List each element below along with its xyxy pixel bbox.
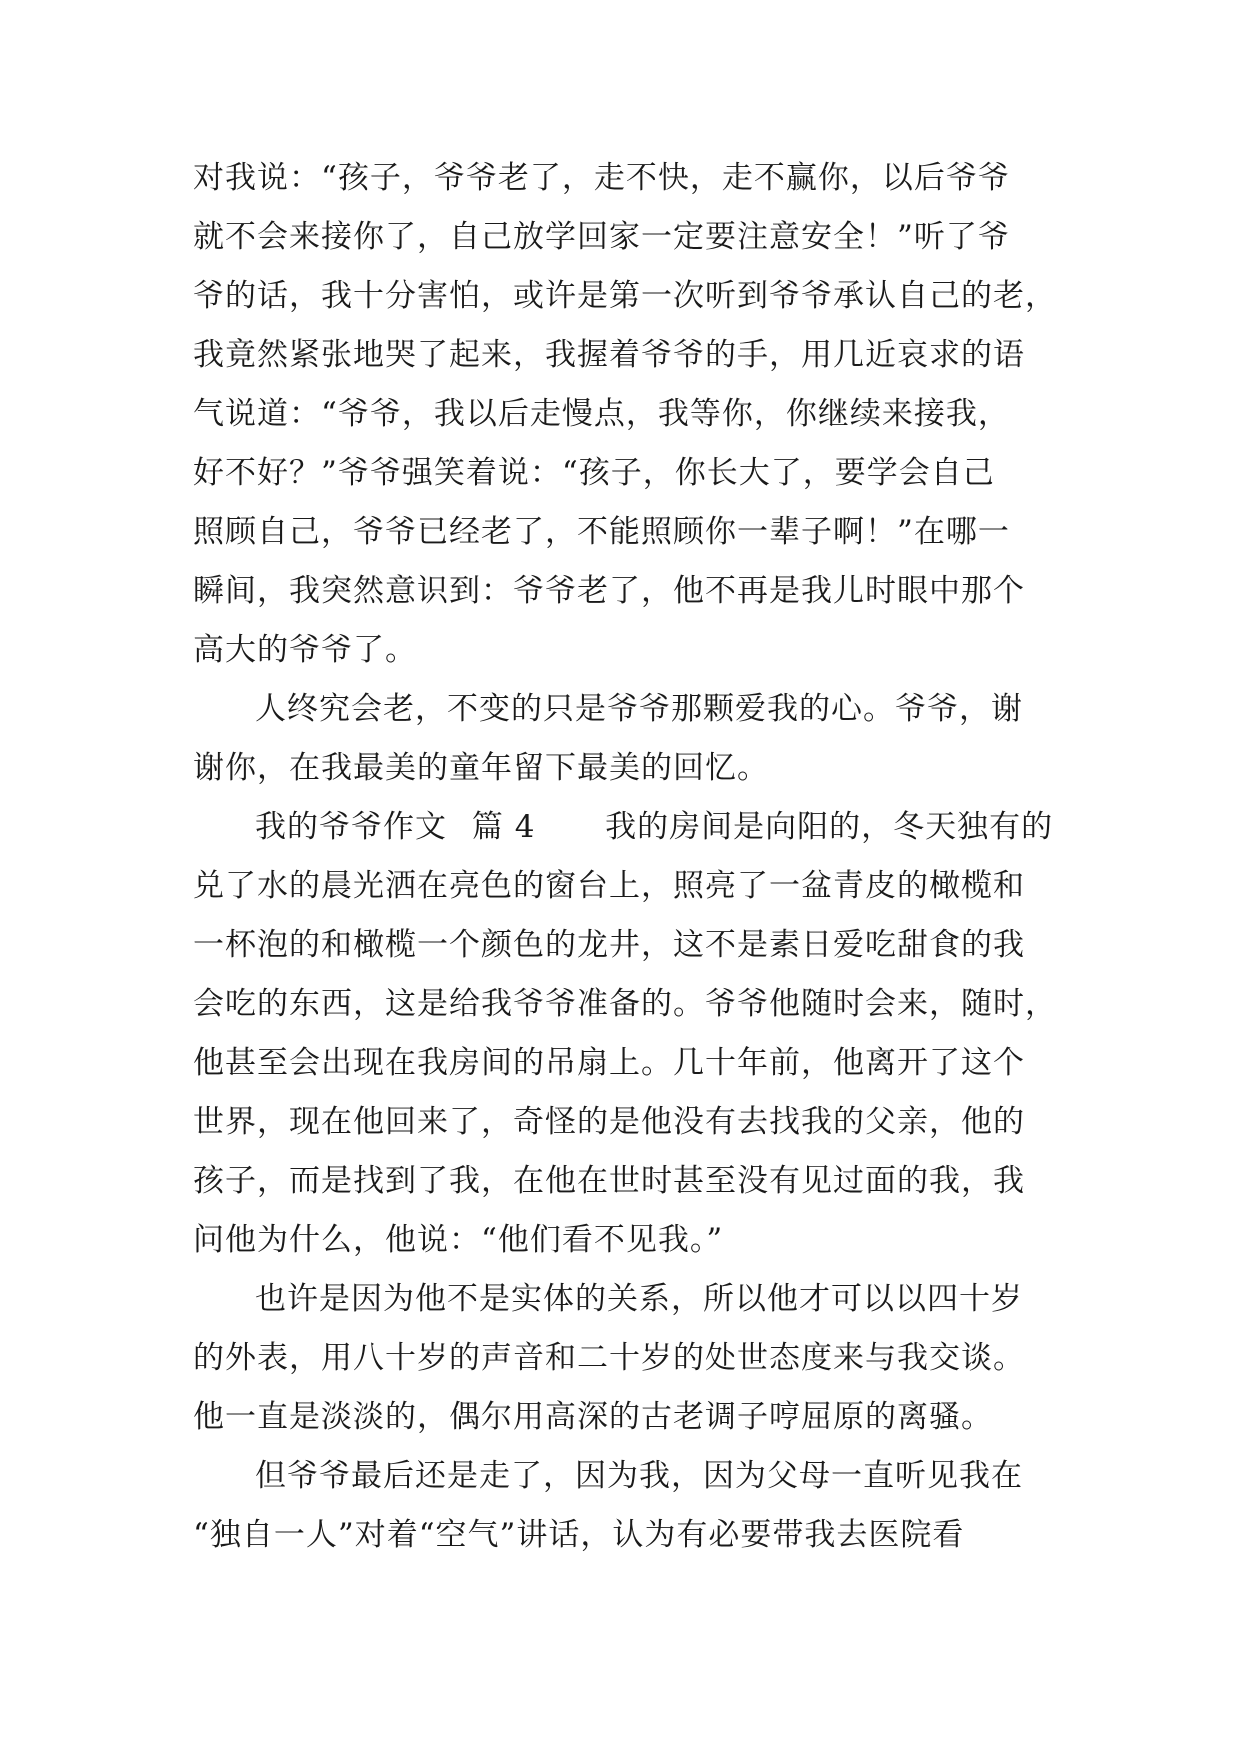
body-line: 兑了水的晨光洒在亮色的窗台上，照亮了一盆青皮的橄榄和 xyxy=(193,868,1025,904)
body-line: 气说道：“爷爷，我以后走慢点，我等你，你继续来接我， xyxy=(193,396,1010,432)
body-line: 谢你，在我最美的童年留下最美的回忆。 xyxy=(193,750,769,786)
body-line: 爷的话，我十分害怕，或许是第一次听到爷爷承认自己的老， xyxy=(193,278,1057,314)
body-line: 问他为什么，他说：“他们看不见我。” xyxy=(193,1222,724,1258)
section-heading-line xyxy=(255,807,1053,847)
paragraph-start-line: 人终究会老，不变的只是爷爷那颗爱我的心。爷爷，谢 xyxy=(255,691,1023,727)
body-line: 他一直是淡淡的，偶尔用高深的古老调子哼屈原的离骚。 xyxy=(193,1399,993,1435)
body-line: 一杯泡的和橄榄一个颜色的龙井，这不是素日爱吃甜食的我 xyxy=(193,927,1025,963)
body-line: 照顾自己，爷爷已经老了，不能照顾你一辈子啊！”在哪一 xyxy=(193,514,1010,550)
body-line: “独自一人”对着“空气”讲话，认为有必要带我去医院看 xyxy=(193,1517,965,1553)
body-line: 孩子，而是找到了我，在他在世时甚至没有见过面的我，我 xyxy=(193,1163,1025,1199)
body-line: 的外表，用八十岁的声音和二十岁的处世态度来与我交谈。 xyxy=(193,1340,1025,1376)
paragraph-start-line: 但爷爷最后还是走了，因为我，因为父母一直听见我在 xyxy=(255,1458,1023,1494)
section-heading-title: 我的爷爷作文 xyxy=(255,809,447,845)
paragraph-start-line: 也许是因为他不是实体的关系，所以他才可以以四十岁 xyxy=(255,1281,1023,1317)
body-line: 就不会来接你了，自己放学回家一定要注意安全！”听了爷 xyxy=(193,219,1010,255)
section-first-text: 我的房间是向阳的，冬天独有的 xyxy=(605,809,1054,845)
body-line: 瞬间，我突然意识到：爷爷老了，他不再是我儿时眼中那个 xyxy=(193,573,1025,609)
section-heading-number: 篇 4 xyxy=(471,809,536,845)
body-line: 对我说：“孩子，爷爷老了，走不快，走不赢你，以后爷爷 xyxy=(193,160,1010,196)
body-line: 世界，现在他回来了，奇怪的是他没有去找我的父亲，他的 xyxy=(193,1104,1025,1140)
body-line: 好不好？”爷爷强笑着说：“孩子，你长大了，要学会自己 xyxy=(193,455,995,491)
body-line: 我竟然紧张地哭了起来，我握着爷爷的手，用几近哀求的语 xyxy=(193,337,1025,373)
body-line: 他甚至会出现在我房间的吊扇上。几十年前，他离开了这个 xyxy=(193,1045,1025,1081)
body-line: 高大的爷爷了。 xyxy=(193,632,417,668)
body-line: 会吃的东西，这是给我爷爷准备的。爷爷他随时会来，随时， xyxy=(193,986,1057,1022)
